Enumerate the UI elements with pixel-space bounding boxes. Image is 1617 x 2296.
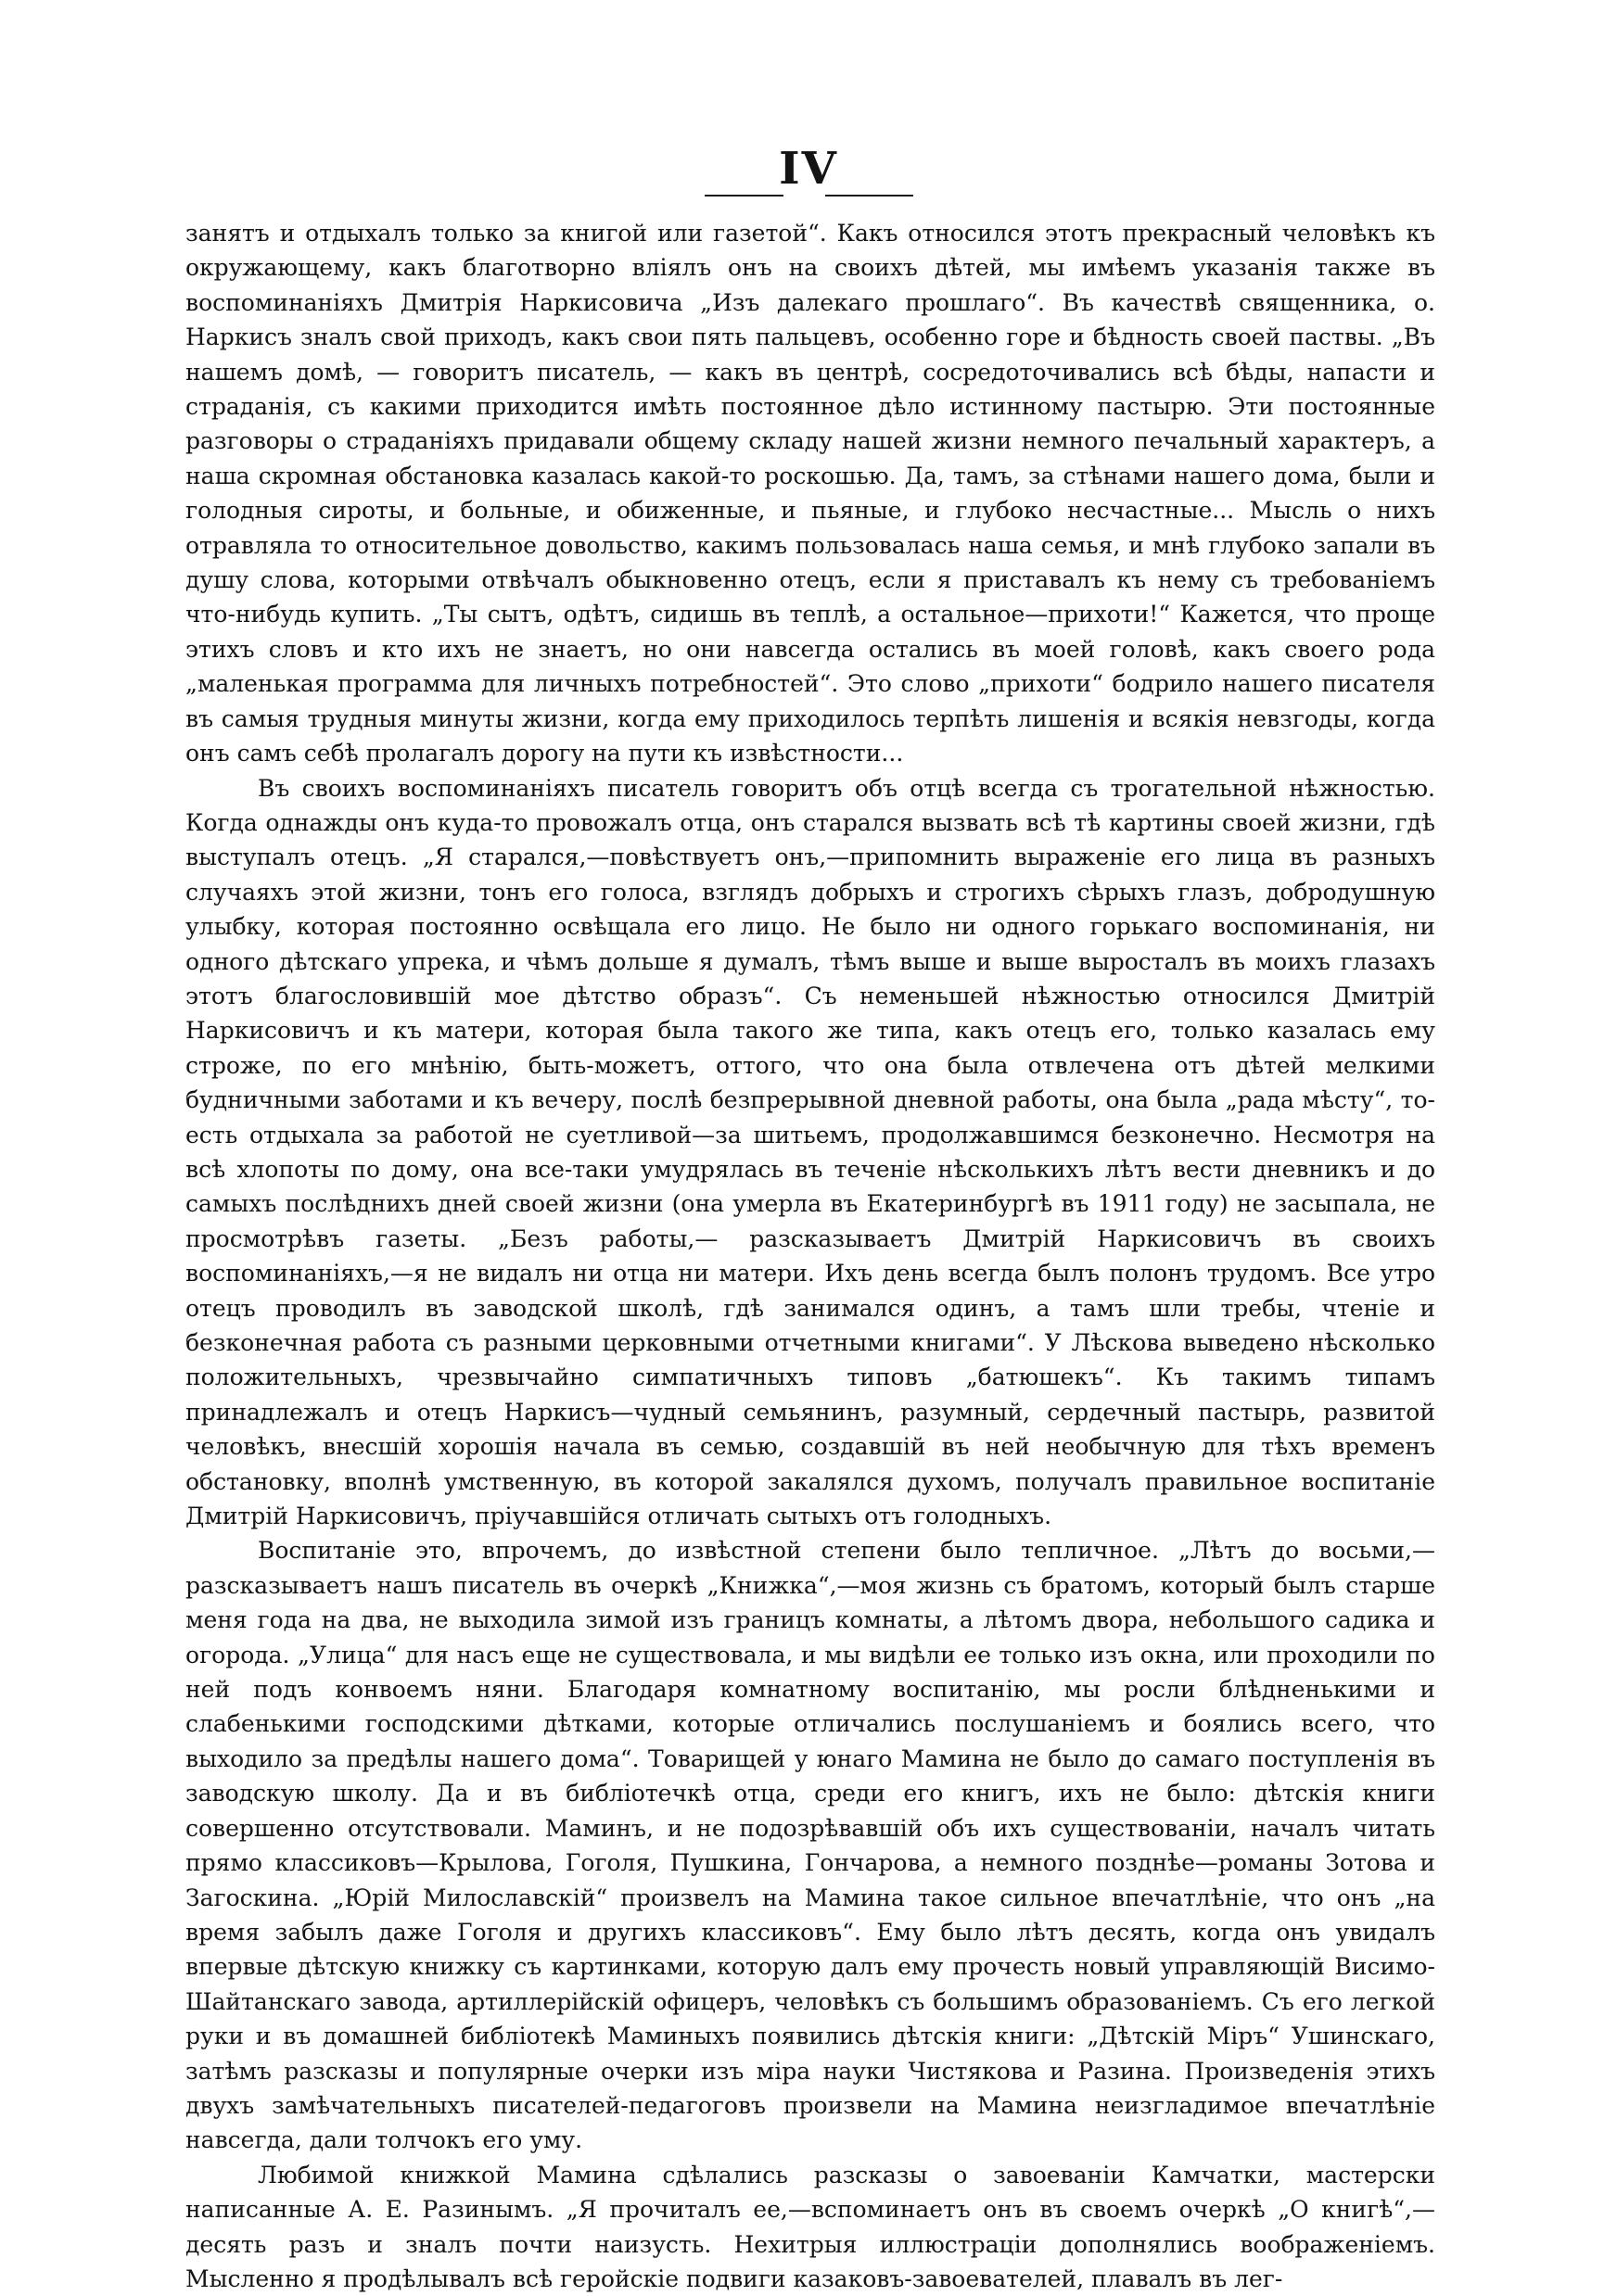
body-text bbox=[185, 216, 1435, 2296]
paragraph-4: Любимой книжкой Мамина сдѣлались разсказы о завоеваніи Камчатки, мастерски написанные А. Е. Разинымъ. „Я прочиталъ ее,—вспоминаетъ онъ въ своемъ очеркѣ „О книгѣ“,— десять разъ и зналъ почти наизусть. Нехитрыя иллюстраціи дополнялись воображеніемъ. Мысленно я продѣлывалъ всѣ геройскіе подвиги казаковъ-завоевателей, плавалъ въ лег- bbox=[185, 2161, 1435, 2292]
page-number: IV bbox=[779, 143, 838, 195]
header-rule-left bbox=[705, 195, 783, 197]
header-rule-right bbox=[825, 195, 913, 197]
paragraph-3: Воспитаніе это, впрочемъ, до извѣстной степени было тепличное. „Лѣтъ до восьми,—разсказываетъ нашъ писатель въ очеркѣ „Книжка“,—моя жизнь съ братомъ, который былъ старше меня года на два, не выходила зимой изъ границъ комнаты, а лѣтомъ двора, небольшого садика и огорода. „Улица“ для насъ еще не существовала, и мы видѣли ее только изъ окна, или проходили по ней подъ конвоемъ няни. Благодаря комнатному воспитанію, мы росли блѣдненькими и слабенькими господскими дѣтками, которые отличались послушаніемъ и боялись всего, что выходило за предѣлы нашего дома“. Товарищей у юнаго Мамина не было до самаго поступленія въ заводскую школу. Да и въ библіотечкѣ отца, среди его книгъ, ихъ не было: дѣтскія книги совершенно отсутствовали. Маминъ, и не подозрѣвавшій объ ихъ существованіи, началъ читать прямо классиковъ—Крылова, Гоголя, Пушкина, Гончарова, а немного позднѣе—романы Зотова и Загоскина. „Юрій Милославскій“ произвелъ на Мамина такое сильное впечатлѣніе, что онъ „на время забылъ даже Гоголя и другихъ классиковъ“. Ему было лѣтъ десять, когда онъ увидалъ впервые дѣтскую книжку съ картинками, которую далъ ему прочесть новый управляющій Висимо-Шайтанскаго завода, артиллерійскій офицеръ, человѣкъ съ большимъ образованіемъ. Съ его легкой руки и въ домашней библіотекѣ Маминыхъ появились дѣтскія книги: „Дѣтскій Міръ“ Ушинскаго, затѣмъ разсказы и популярные очерки изъ міра науки Чистякова и Разина. Произведенія этихъ двухъ замѣчательныхъ писателей-педагоговъ произвели на Мамина неизгладимое впечатлѣніе навсегда, дали толчокъ его уму. bbox=[185, 1537, 1435, 2154]
paragraph-2: Въ своихъ воспоминаніяхъ писатель говоритъ объ отцѣ всегда съ трогательной нѣжностью. Когда однажды онъ куда-то провожалъ отца, онъ старался вызвать всѣ тѣ картины своей жизни, гдѣ выступалъ отецъ. „Я старался,—повѣствуетъ онъ,—припомнить выраженіе его лица въ разныхъ случаяхъ этой жизни, тонъ его голоса, взглядъ добрыхъ и строгихъ сѣрыхъ глазъ, добродушную улыбку, которая постоянно освѣщала его лицо. Не было ни одного горькаго воспоминанія, ни одного дѣтскаго упрека, и чѣмъ дольше я думалъ, тѣмъ выше и выше выросталъ въ моихъ глазахъ этотъ благословившій мое дѣтство образъ“. Съ неменьшей нѣжностью относился Дмитрій Наркисовичъ и къ матери, которая была такого же типа, какъ отецъ его, только казалась ему строже, по его мнѣнію, быть-можетъ, оттого, что она была отвлечена отъ дѣтей мелкими будничными заботами и къ вечеру, послѣ безпрерывной дневной работы, она была „рада мѣсту“, то-есть отдыхала за работой не суетливой—за шитьемъ, продолжавшимся безконечно. Несмотря на всѣ хлопоты по дому, она все-таки умудрялась въ теченіе нѣсколькихъ лѣтъ вести дневникъ и до самыхъ послѣднихъ дней своей жизни (она умерла въ Екатеринбургѣ въ 1911 году) не засыпала, не просмотрѣвъ газеты. „Безъ работы,— разсказываетъ Дмитрій Наркисовичъ въ своихъ воспоминаніяхъ,—я не видалъ ни отца ни матери. Ихъ день всегда былъ полонъ трудомъ. Все утро отецъ проводилъ въ заводской школѣ, гдѣ занимался одинъ, а тамъ шли требы, чтеніе и безконечная работа съ разными церковными отчетными книгами“. У Лѣскова выведено нѣсколько положительныхъ, чрезвычайно симпатичныхъ типовъ „батюшекъ“. Къ такимъ типамъ принадлежалъ и отецъ Наркисъ—чудный семьянинъ, разумный, сердечный пастырь, развитой человѣкъ, внесшій хорошія начала въ семью, создавшій въ ней необычную для тѣхъ временъ обстановку, вполнѣ умственную, въ которой закалялся духомъ, получалъ правильное воспитаніе Дмитрій Наркисовичъ, пріучавшійся отличать сытыхъ отъ голодныхъ. bbox=[185, 774, 1435, 1530]
paragraph-1: занятъ и отдыхалъ только за книгой или газетой“. Какъ относился этотъ прекрасный человѣкъ къ окружающему, какъ благотворно вліялъ онъ на своихъ дѣтей, мы имѣемъ указанія также въ воспоминаніяхъ Дмитрія Наркисовича „Изъ далекаго прошлаго“. Въ качествѣ священника, о. Наркисъ зналъ свой приходъ, какъ свои пять пальцевъ, особенно горе и бѣдность своей паствы. „Въ нашемъ домѣ, — говоритъ писатель, — какъ въ центрѣ, сосредоточивались всѣ бѣды, напасти и страданія, съ какими приходится имѣть постоянное дѣло истинному пастырю. Эти постоянные разговоры о страданіяхъ придавали общему складу нашей жизни немного печальный характеръ, а наша скромная обстановка казалась какой-то роскошью. Да, тамъ, за стѣнами нашего дома, были и голодныя сироты, и больные, и обиженные, и пьяные, и глубоко несчастные... Мысль о нихъ отравляла то относительное довольство, какимъ пользовалась наша семья, и мнѣ глубоко запали въ душу слова, которыми отвѣчалъ обыкновенно отецъ, если я приставалъ къ нему съ требованіемъ что-нибудь купить. „Ты сытъ, одѣтъ, сидишь въ теплѣ, а остальное—прихоти!“ Кажется, что проще этихъ словъ и кто ихъ не знаетъ, но они навсегда остались въ моей головѣ, какъ своего рода „маленькая программа для личныхъ потребностей“. Это слово „прихоти“ бодрило нашего писателя въ самыя трудныя минуты жизни, когда ему приходилось терпѣть лишенія и всякія невзгоды, когда онъ самъ себѣ пролагалъ дорогу на пути къ извѣстности... bbox=[185, 220, 1435, 767]
